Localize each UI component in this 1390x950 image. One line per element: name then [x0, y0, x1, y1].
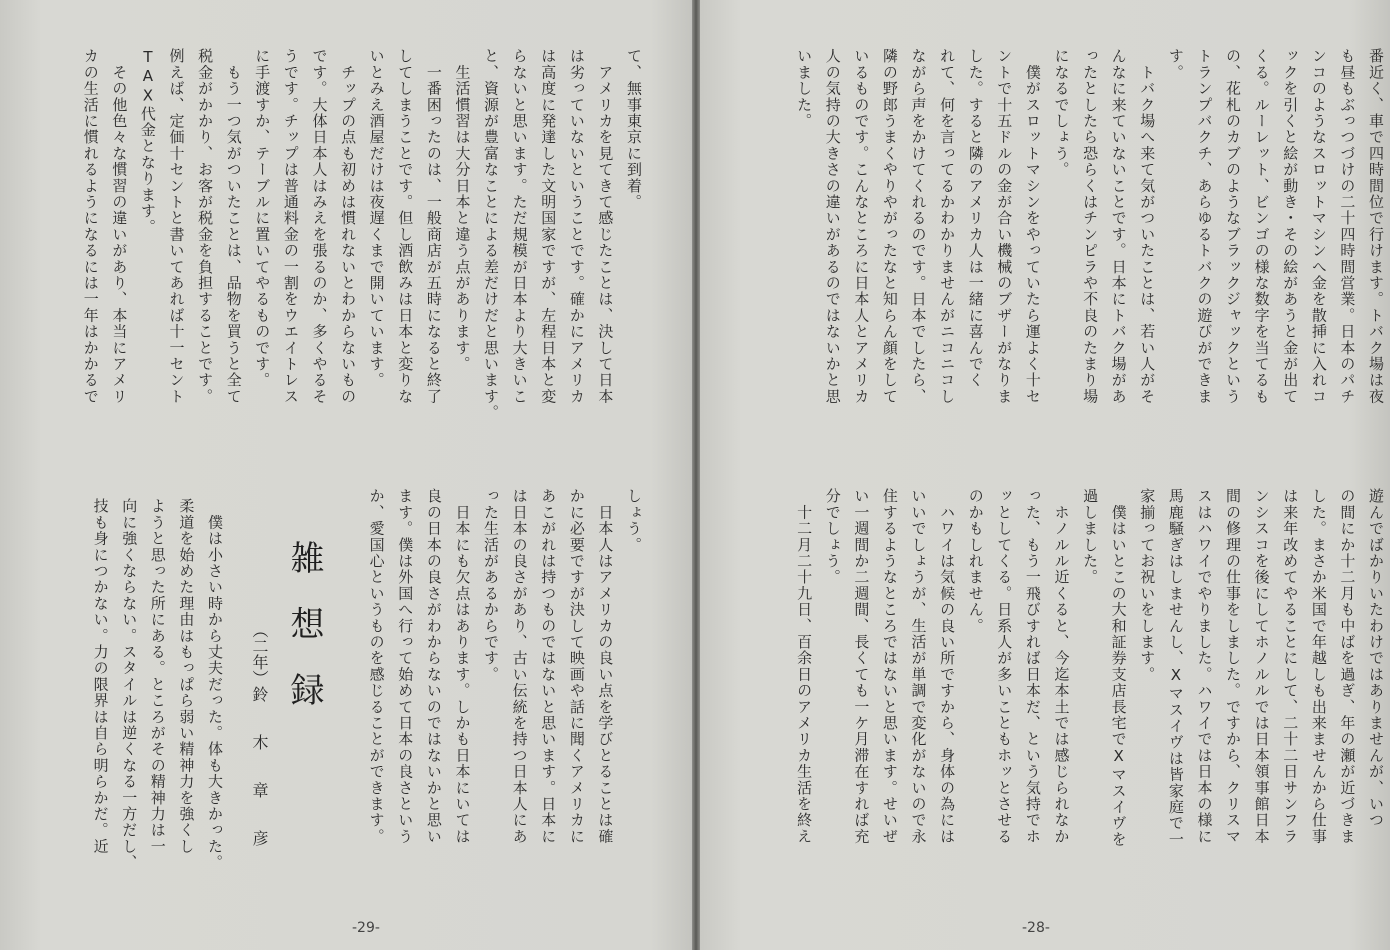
book-gutter — [692, 0, 700, 950]
author-grade: （二年） — [250, 622, 269, 686]
page-number: -28- — [1022, 920, 1050, 936]
right-page — [700, 0, 1390, 950]
right-page-bottom-text: 遊んでばかりいたわけではありませんが、いつ の間にか十二月も中ばを過ぎ、年の瀬が近づきま した。まさか米国で年越しも出来ませんから仕事 は来年改めてやることにして、二十二日サンフラ ンシスコを後にしてホノルルでは日本領事館日本 間の修理の仕事をしました。ですから、クリスマ スはハワイでやりました。ハワイでは日本の様に 馬鹿騒ぎはしませんし、Xマスイヴは皆家庭で一 家揃ってお祝いをします。 僕はいとこの大和証券支店長宅でXマスイヴを 過しました。 ホノルル近くると、今迄本土では感じられなか った、もう一飛びすれば日本だ、という気持でホ ッとしてくる。日系人が多いこともホッとさせる のかもしれません。 ハワイは気候の良い所ですから、身体の為には いいでしょうが、生活が単調で変化がないので永 住するようなところではないと思います。せいぜ い一週間か二週間、長くても一ケ月滞在すれば充 分でしょう。 十二月二十九日、百余日のアメリカ生活を終え — [795, 488, 1385, 848]
left-page — [0, 0, 692, 950]
page-number: -29- — [352, 920, 380, 936]
left-page-continuation-text: しょう。 日本人はアメリカの良い点を学びとることは確 かに必要ですが決して映画や話に聞くアメリカに あこがれは持つものではないと思います。日本に は日本の良さがあり、古い伝統を持つ日本人にあ った生活があるからです。 日本にも欠点はあります。しかも日本にいては 良の日本の良さがわからないのではないかと思い ます。僕は外国へ行って始めて日本の良さという か、愛国心というものを感じることができます。 — [367, 488, 643, 845]
author-name: 鈴木章彦 — [250, 686, 269, 878]
essay-body-text: 僕は小さい時から丈夫だった。体も大きかった。 柔道を始めた理由はもっぱら弱い精神力を強くし ようと思った所にある。ところがその精神力は一 向に強くならない。スタイルは逆くなる一方だし、 技も身につかない。力の限界は自ら明らかだ。近 — [91, 498, 224, 871]
author-byline — [248, 622, 271, 878]
left-page-top-text: て、無事東京に到着。 アメリカを見てきて感じたことは、決して日本 は劣っていないということです。確かにアメリカ は高度に発達した文明国家ですが、左程日本と変 らないと思います。ただ規模が日本より大きいこ と、資源が豊富なことによる差だけだと思います。 生活慣習は大分日本と違う点があります。 一番困ったのは、一般商店が五時になると終了 してしまうことです。但し酒飲みは日本と変りな いとみえ酒屋だけは夜遅くまで開いています。 チップの点も初めは慣れないとわからないもの です。大体日本人はみえを張るのか、多くやるそ うです。チップは普通料金の一割をウエイトレス に手渡すか、テーブルに置いてやるものです。 もう一つ気がついたことは、品物を買うと全て 税金がかかり、お客が税金を負担することです。 例えば、定価十セントと書いてあれば十一セント TAX代金となります。 その他色々な慣習の違いがあり、本当にアメリ カの生活に慣れるようになるには一年はかかるで — [81, 48, 643, 421]
right-page-top-text: 番近く、車で四時間位で行けます。トバク場は夜 も昼もぶっつづけの二十四時間営業。日本のパチ ンコのようなスロットマシンへ金を散挿に入れコ ックを引くと絵が動き・その絵があうと金が出て くる。ルーレット、ビンゴの様な数字を当てるも の、花札のカブのようなブラックジャックという トランプバクチ、あらゆるトバクの遊びができま す。 トバク場へ来て気がついたことは、若い人がそ んなに来ていないことです。日本にトバク場があ ったとしたら恐らくはチンピラや不良のたまり場 になるでしょう。 僕がスロットマシンをやっていたら運よく十セ ントで十五ドルの金が合い機械のブザーがなりま した。すると隣のアメリカ人は一緒に喜んでく れて、何を言ってるかわかりませんがニコニコし ながら声をかけてくれるのです。日本でしたら、 隣の野郎うまくやりやがったなと知らん顔をして いるものです。こんなところに日本人とアメリカ 人の気持の大きさの違いがあるのではないかと思 いました。 — [795, 48, 1385, 405]
essay-title: 雑想録 — [284, 540, 324, 738]
